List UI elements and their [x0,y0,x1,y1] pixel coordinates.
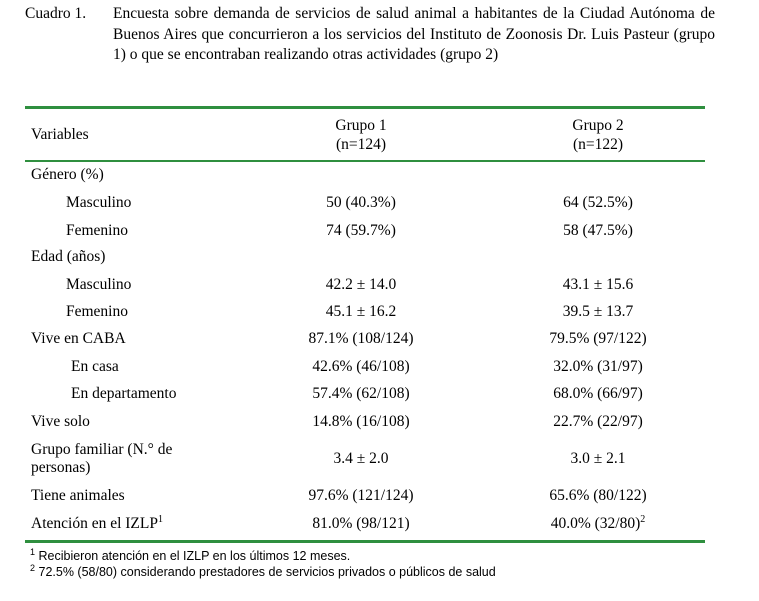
cell-atencion-izlp-g1: 81.0% (98/121) [312,515,410,532]
header-variables: Variables [31,126,89,143]
header-group1-n: (n=124) [335,136,387,153]
row-label-tiene-animales: Tiene animales [31,487,125,504]
cell-grupo-familiar-g1: 3.4 ± 2.0 [333,450,389,467]
row-label-edad-femenino: Femenino [66,303,128,320]
table-top-rule [25,106,705,109]
cell-vive-solo-g2: 22.7% (22/97) [553,413,643,430]
cell-en-casa-g1: 42.6% (46/108) [312,358,410,375]
header-group2-name: Grupo 2 [572,117,624,134]
row-label-vive-caba: Vive en CABA [31,330,126,347]
cell-genero-femenino-g2: 58 (47.5%) [563,222,633,239]
cell-vive-caba-g1: 87.1% (108/124) [308,330,414,347]
table-header-rule [25,160,705,162]
row-label-edad: Edad (años) [31,248,106,265]
table-bottom-rule [25,540,705,543]
cell-genero-masculino-g2: 64 (52.5%) [563,194,633,211]
row-label-atencion-izlp [31,515,163,533]
cell-edad-masculino-g1: 42.2 ± 14.0 [325,276,397,293]
row-label-genero-femenino: Femenino [66,222,128,239]
cell-edad-femenino-g1: 45.1 ± 16.2 [325,303,397,320]
footnote-1-mark: 1 [30,546,36,557]
cell-edad-femenino-g2: 39.5 ± 13.7 [562,303,634,320]
cell-genero-masculino-g1: 50 (40.3%) [326,194,396,211]
footnote-2 [30,562,496,580]
footnote-1-text: Recibieron atención en el IZLP en los últimos 12 meses. [38,549,351,563]
cell-atencion-izlp-g2-text: 40.0% (32/80) [550,515,641,532]
row-label-grupo-familiar-line1: Grupo familiar (N.° de [31,441,173,458]
row-label-en-departamento: En departamento [71,385,177,402]
table-caption [25,4,715,66]
footnote-2-text: 72.5% (58/80) considerando prestadores de servicios privados o públicos de salud [38,565,496,579]
row-label-vive-solo: Vive solo [31,413,90,430]
cell-genero-femenino-g1: 74 (59.7%) [326,222,396,239]
row-label-genero-masculino: Masculino [66,194,132,211]
caption-text: Encuesta sobre demanda de servicios de salud animal a habitantes de la Ciudad Autónoma de Buenos Aires que concurrieron a los servicios del Instituto de Zoonosis Dr. Luis Pasteur (grupo 1) o que se encontraban realizando otras actividades (grupo 2) [113,5,715,63]
cell-en-casa-g2: 32.0% (31/97) [553,358,643,375]
caption-label: Cuadro 1. [25,5,87,22]
cell-vive-caba-g2: 79.5% (97/122) [549,330,647,347]
cell-tiene-animales-g2: 65.6% (80/122) [549,487,647,504]
cell-en-departamento-g1: 57.4% (62/108) [312,385,410,402]
footnote-ref-1: 1 [157,513,163,525]
row-label-edad-masculino: Masculino [66,276,132,293]
row-label-atencion-izlp-text: Atención en el IZLP [31,515,158,532]
row-label-genero: Género (%) [31,166,104,183]
footnote-1 [30,546,351,564]
cell-vive-solo-g1: 14.8% (16/108) [312,413,410,430]
cell-atencion-izlp-g2 [493,515,703,533]
header-group1-name: Grupo 1 [335,117,387,134]
cell-en-departamento-g2: 68.0% (66/97) [553,385,643,402]
row-label-en-casa: En casa [71,358,119,375]
cell-grupo-familiar-g2: 3.0 ± 2.1 [570,450,626,467]
cell-edad-masculino-g2: 43.1 ± 15.6 [562,276,634,293]
footnote-ref-2: 2 [640,513,646,525]
cell-tiene-animales-g1: 97.6% (121/124) [308,487,414,504]
footnote-2-mark: 2 [30,562,36,573]
row-label-grupo-familiar-line2: personas) [31,459,91,476]
header-group2-n: (n=122) [572,136,624,153]
